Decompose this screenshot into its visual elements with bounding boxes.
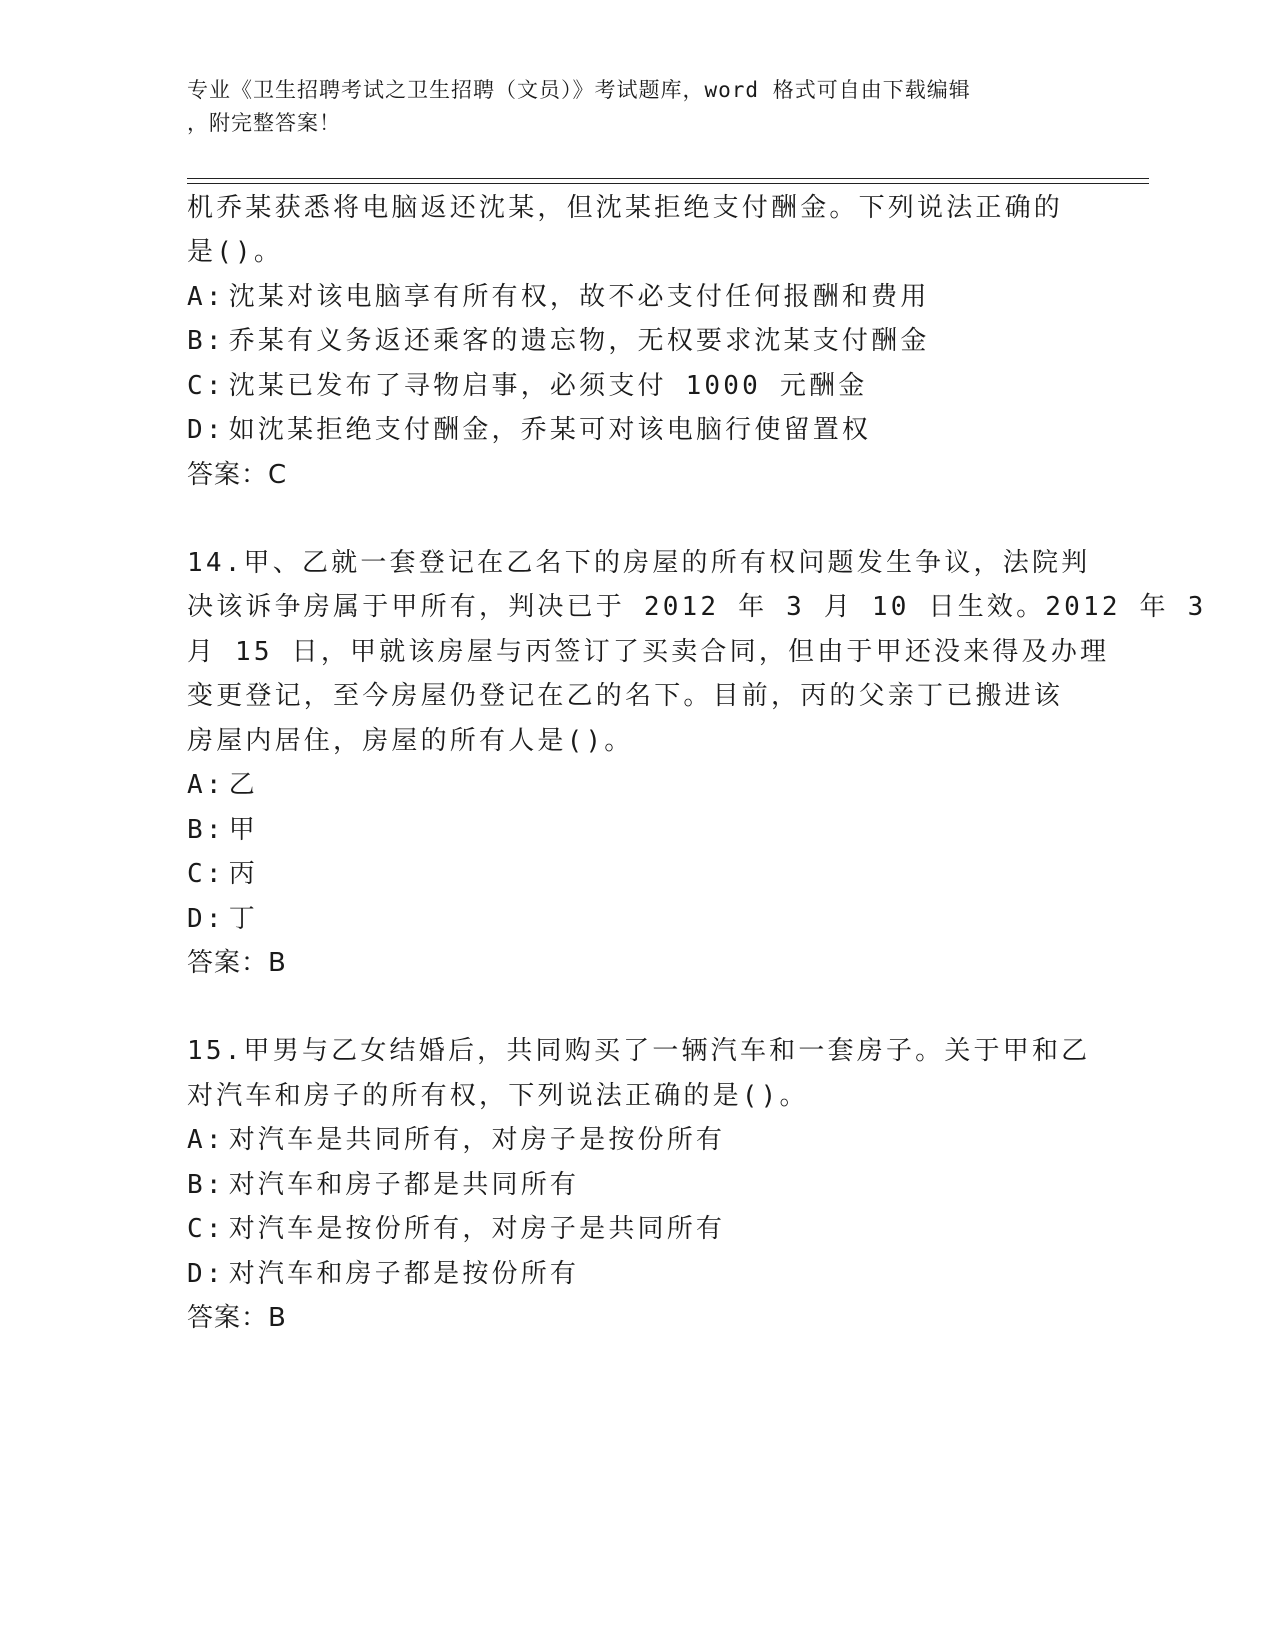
option-text: 甲 (228, 815, 258, 845)
question-15-option-c (187, 1214, 725, 1244)
option-text: 丁 (228, 904, 258, 934)
option-label: B: (187, 326, 225, 356)
header-divider-bottom (187, 183, 1149, 184)
header-line-2: ，附完整答案！ (187, 111, 341, 135)
option-label: A: (187, 770, 225, 800)
question-14-stem-line: 决该诉争房属于甲所有，判决已于 2012 年 3 月 10 日生效。2012 年 3 (187, 592, 1207, 622)
question-14-stem-line: 变更登记，至今房屋仍登记在乙的名下。目前，丙的父亲丁已搬进该 (187, 681, 1064, 711)
option-text: 乔某有义务返还乘客的遗忘物，无权要求沈某支付酬金 (228, 326, 930, 356)
question-13-stem-line: 是()。 (187, 237, 284, 267)
option-text: 对汽车是共同所有，对房子是按份所有 (228, 1125, 726, 1155)
option-text: 沈某已发布了寻物启事，必须支付 1000 元酬金 (228, 371, 868, 401)
option-label: D: (187, 415, 225, 445)
option-label: C: (187, 859, 225, 889)
question-14-option-c (187, 859, 258, 889)
question-13-option-a (187, 282, 930, 312)
header-divider-top (187, 178, 1149, 179)
option-text: 对汽车和房子都是共同所有 (228, 1170, 580, 1200)
question-15-answer: 答案：B (187, 1303, 287, 1333)
question-13-answer: 答案：C (187, 460, 288, 490)
question-15-stem-line: 对汽车和房子的所有权，下列说法正确的是()。 (187, 1081, 809, 1111)
question-14-option-a (187, 770, 258, 800)
question-14-stem-line: 月 15 日，甲就该房屋与丙签订了买卖合同，但由于甲还没来得及办理 (187, 637, 1110, 667)
question-14-stem-line: 房屋内居住，房屋的所有人是()。 (187, 726, 634, 756)
question-15-option-a (187, 1125, 725, 1155)
question-14-answer: 答案：B (187, 948, 287, 978)
option-label: D: (187, 904, 225, 934)
question-15-option-b (187, 1170, 579, 1200)
option-label: A: (187, 282, 225, 312)
option-label: D: (187, 1259, 225, 1289)
option-label: C: (187, 1214, 225, 1244)
option-label: B: (187, 815, 225, 845)
option-text: 如沈某拒绝支付酬金，乔某可对该电脑行使留置权 (228, 415, 872, 445)
option-label: C: (187, 371, 225, 401)
question-13-stem-line: 机乔某获悉将电脑返还沈某，但沈某拒绝支付酬金。下列说法正确的 (187, 193, 1064, 223)
question-15-stem-line: 15.甲男与乙女结婚后，共同购买了一辆汽车和一套房子。关于甲和乙 (187, 1036, 1091, 1066)
option-text: 对汽车和房子都是按份所有 (228, 1259, 580, 1289)
option-label: A: (187, 1125, 225, 1155)
option-text: 对汽车是按份所有，对房子是共同所有 (228, 1214, 726, 1244)
question-15-option-d (187, 1259, 579, 1289)
header-line-1: 专业《卫生招聘考试之卫生招聘（文员）》考试题库，word 格式可自由下载编辑 (187, 78, 971, 102)
question-14-option-b (187, 815, 258, 845)
question-13-option-c (187, 371, 867, 401)
option-text: 乙 (228, 770, 258, 800)
question-13-option-d (187, 415, 871, 445)
question-14-option-d (187, 904, 258, 934)
option-label: B: (187, 1170, 225, 1200)
option-text: 丙 (228, 859, 258, 889)
option-text: 沈某对该电脑享有所有权，故不必支付任何报酬和费用 (228, 282, 930, 312)
question-14-stem-line: 14.甲、乙就一套登记在乙名下的房屋的所有权问题发生争议，法院判 (187, 548, 1091, 578)
document-header (187, 74, 1087, 140)
question-13-option-b (187, 326, 930, 356)
